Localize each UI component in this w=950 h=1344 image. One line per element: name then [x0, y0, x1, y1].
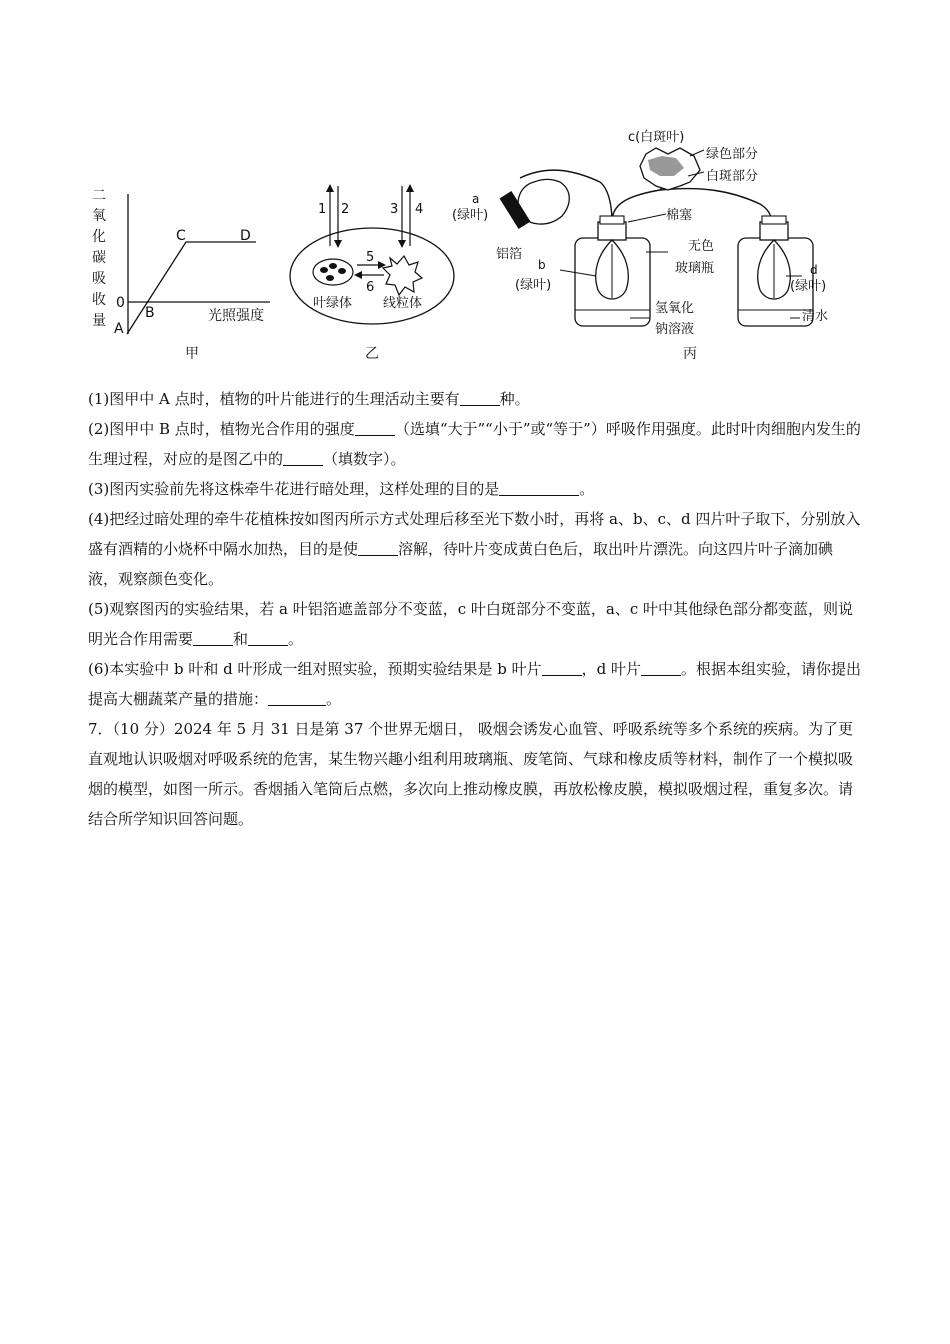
chloroplast [313, 259, 353, 285]
question-3 [88, 474, 863, 504]
naoh-label-1: 氢氧化 [655, 301, 695, 316]
q6-text: (6)本实验中 b 叶和 d 叶形成一组对照实验，预期实验结果是 b 叶片 [88, 660, 542, 678]
colorless-label-2: 玻璃瓶 [675, 261, 715, 276]
question-6 [88, 654, 863, 714]
question-4 [88, 504, 863, 594]
answer-blank[interactable] [499, 480, 579, 496]
d-label: (绿叶) [790, 279, 827, 294]
jia-caption: 甲 [185, 346, 199, 362]
q7-text: 7．（10 分）2024 年 5 月 31 日是第 37 个世界无烟日， 吸烟会诱发心血管、呼吸系统等多个系统的疾病。为了更直观地认识吸烟对呼吸系统的危害，某生物兴趣小组利用玻璃瓶、废笔筒、气球和橡皮质等材料，制作了一个模拟吸烟的模型，如图一所示。香烟插入笔筒后点燃，多次向上推动橡皮膜，再放松橡皮膜，模拟吸烟过程，重复多次。请结合所学知识回答问题。 [88, 720, 854, 828]
q6-text-mid: ，d 叶片 [581, 660, 642, 678]
a-letter: a [472, 192, 480, 206]
jia-point-d: D [240, 228, 251, 244]
naoh-label-2: 钠溶液 [655, 322, 695, 337]
q3-text-end: 。 [579, 480, 595, 498]
mitochondria [383, 256, 422, 295]
jia-yaxis-char: 收 [92, 292, 106, 308]
yi-caption: 乙 [365, 346, 379, 362]
question-5 [88, 594, 863, 654]
d-letter: d [810, 263, 818, 277]
yi-arrow-label: 5 [366, 250, 375, 265]
q5-text-end: 。 [288, 630, 304, 648]
jia-point-a: A [114, 321, 124, 337]
figure-panels [0, 0, 950, 380]
answer-blank[interactable] [355, 420, 395, 436]
jia-point-c: C [176, 228, 186, 244]
answer-blank[interactable] [460, 390, 500, 406]
graph-jia [92, 188, 270, 362]
chloroplast-label: 叶绿体 [313, 296, 353, 311]
b-letter: b [538, 258, 546, 272]
c-label: c(白斑叶) [628, 130, 685, 145]
yi-arrow-label: 3 [390, 202, 399, 217]
q2-text-end: （填数字）。 [323, 450, 406, 468]
q6-text-mid2: 。根据本组实验，请你提出提高大棚蔬菜产量的措施： [88, 660, 862, 708]
green-part-label: 绿色部分 [706, 147, 759, 162]
q4-text-end: 溶解，待叶片变成黄白色后，取出叶片漂洗。向这四片叶子滴加碘液，观察颜色变化。 [88, 540, 834, 588]
diagram-yi [290, 184, 454, 362]
q4-text: (4)把经过暗处理的牵牛花植株按如图丙所示方式处理后移至光下数小时，再将 a、b、c、d 四片叶子取下，分别放入盛有酒精的小烧杯中隔水加热，目的是使 [88, 510, 861, 558]
question-2 [88, 414, 863, 474]
jia-x-label: 光照强度 [208, 308, 264, 324]
colorless-label-1: 无色 [688, 239, 715, 254]
answer-blank[interactable] [283, 450, 323, 466]
answer-blank[interactable] [641, 660, 681, 676]
q5-text-mid: 和 [233, 630, 249, 648]
b-label: (绿叶) [515, 278, 552, 293]
answer-blank[interactable] [268, 690, 326, 706]
bing-caption: 丙 [683, 346, 697, 362]
question-1 [88, 384, 863, 414]
q1-text-end: 种。 [499, 390, 530, 408]
q5-text: (5)观察图丙的实验结果，若 a 叶铝箔遮盖部分不变蓝，c 叶白斑部分不变蓝，a、c 叶中其他绿色部分都变蓝，则说明光合作用需要 [88, 600, 854, 648]
jia-yaxis-char: 量 [92, 313, 106, 329]
answer-blank[interactable] [542, 660, 582, 676]
q6-text-end: 。 [326, 690, 342, 708]
question-7 [88, 714, 863, 834]
cotton-label: 棉塞 [666, 208, 693, 223]
yi-arrow-label: 1 [318, 202, 327, 217]
jia-yaxis-char: 二 [92, 188, 106, 204]
jia-origin: 0 [116, 295, 125, 311]
answer-blank[interactable] [248, 630, 288, 646]
water-label: 清水 [802, 309, 829, 324]
jia-yaxis-char: 碳 [92, 250, 106, 266]
jia-yaxis-char: 氧 [92, 208, 106, 224]
mitochondria-label: 线粒体 [383, 296, 423, 311]
jia-yaxis-char: 化 [92, 229, 106, 245]
jia-yaxis-char: 吸 [92, 271, 106, 287]
yi-arrow-label: 4 [415, 202, 424, 217]
answer-blank[interactable] [193, 630, 233, 646]
answer-blank[interactable] [358, 540, 398, 556]
diagram-bing [452, 130, 828, 362]
yi-arrow-label: 2 [341, 202, 350, 217]
q2-text-mid: （选填“大于”“小于”或“等于”）呼吸作用强度。此时叶肉细胞内发生的生理过程，对应的是图乙中的 [88, 420, 861, 468]
yi-arrow-label: 6 [366, 280, 375, 295]
q2-text: (2)图甲中 B 点时，植物光合作用的强度 [88, 420, 355, 438]
a-label: (绿叶) [452, 208, 489, 223]
foil-label: 铝箔 [496, 247, 523, 262]
jia-point-b: B [145, 305, 155, 321]
q3-text: (3)图丙实验前先将这株牵牛花进行暗处理，这样处理的目的是 [88, 480, 500, 498]
q1-text: (1)图甲中 A 点时，植物的叶片能进行的生理活动主要有 [88, 390, 460, 408]
white-part-label: 白斑部分 [706, 169, 759, 184]
